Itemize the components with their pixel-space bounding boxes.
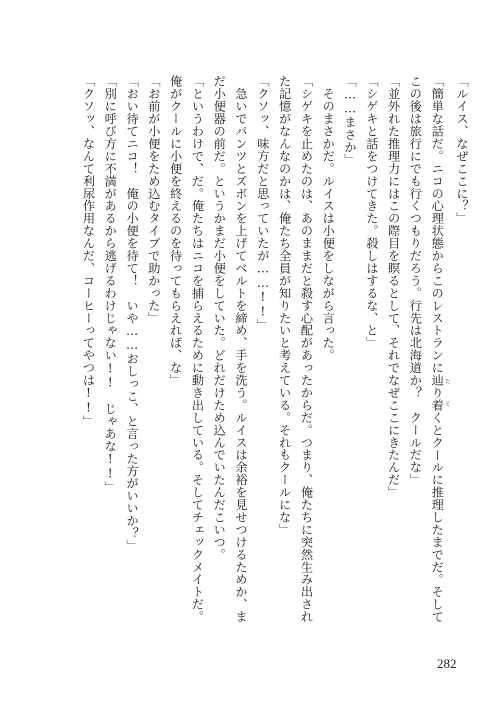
ruby-reading: たど: [444, 373, 451, 412]
text-line: 「ルイス、なぜここに？」: [455, 75, 469, 225]
text-line: 「シゲキと話をつけてきた。殺しはするな、と」: [364, 75, 379, 349]
text-line: 「クソッ、なんて利尿作用なんだ、コーヒーってやつは!!」: [81, 75, 96, 428]
text-line: 俺がクールに小便を終えるのを待ってもらえれば、な」: [168, 75, 183, 387]
text-line: 「おい待てニコ！ 俺の小便を待て！ いや……おしっこ、と言った方がいいか？」: [125, 75, 140, 552]
page-number: 282: [437, 656, 457, 671]
text-line: そのまさかだ。ルイスは小便をしながら言った。: [321, 75, 336, 362]
text-line: 「クソッ、味方だと思っていたが……!!」: [255, 75, 270, 332]
text-line: だ小便器の前だ。というかまだ小便をしていた。どれだけため込んでいたんだこいつ。: [212, 75, 227, 561]
text-line: 「お前が小便をため込むタイプで助かった」: [146, 75, 161, 324]
text-line: 「シゲキを止めたのは、あのままだと殺す心配があったからだ。つまり、俺たちに突然生み出され: [299, 75, 314, 623]
ruby-base: 辿り着: [430, 373, 445, 412]
text-line-segment: 「簡単な話だ。ニコの心理状態からこのレストランに: [430, 75, 445, 374]
text-line: 「……まさか」: [343, 75, 358, 166]
vertical-text-block: [77, 75, 472, 630]
text-line: 「別に呼び方に不満があるから逃げるわけじゃない!! じゃあな!!」: [103, 75, 118, 494]
text-line: 急いでパンツとズボンを上げてベルトを締め、手を洗う。ルイスは余裕を見せつけるためか、ま: [234, 75, 249, 623]
text-line: た記憶がなんなのかは、俺たち全員が知りたいと考えている。それもクールにな」: [277, 75, 292, 536]
ruby-annotation: [430, 373, 451, 412]
text-line-with-ruby: [425, 75, 450, 630]
text-line-segment: くとクールに推理したまでだ。そして: [430, 411, 445, 623]
text-line: この後は旅行にでも行くつもりだろう。行先は北海道か？ クールだな」: [408, 75, 423, 486]
text-line: 「というわけで、だ。俺たちはニコを捕らえるために動き出している。そしてチェックメイトだ。: [190, 75, 205, 623]
text-line: 「並外れた推理力にはこの際目を瞑るとして、それでなぜここにきたんだ」: [386, 75, 401, 499]
